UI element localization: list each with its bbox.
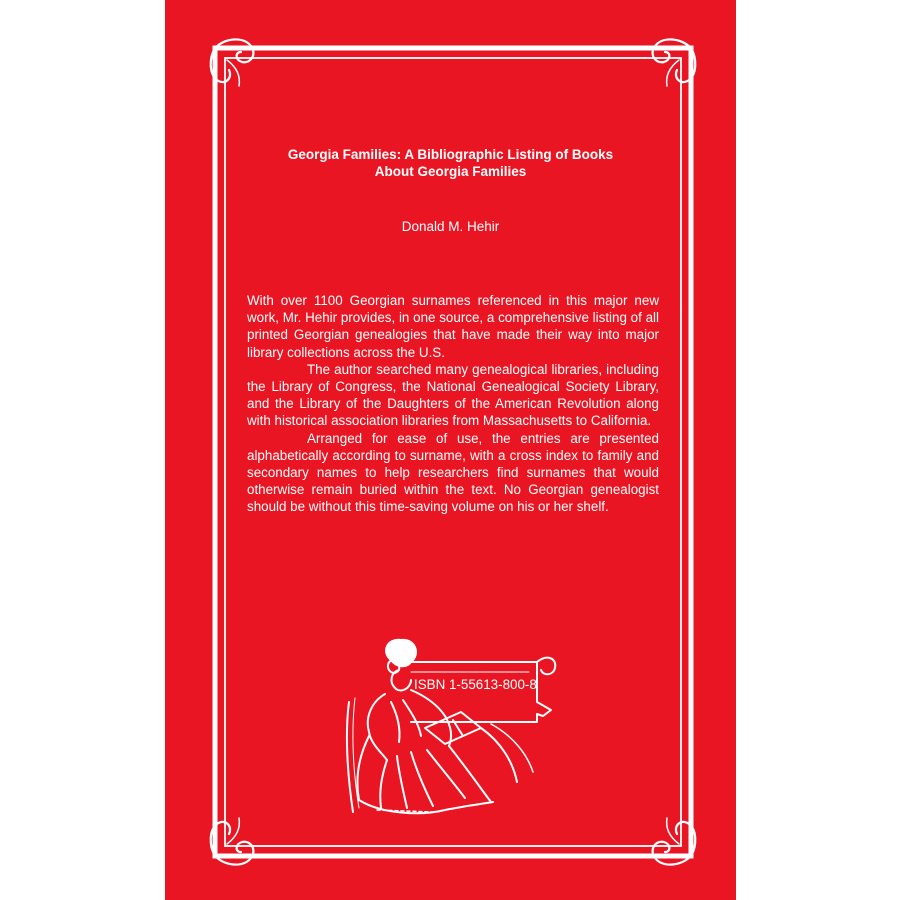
description-paragraph-1: With over 1100 Georgian surnames referenced in this major new work, Mr. Hehir provides, in one source, a comprehensive listing of all printed Georgian genealogies that have made their way into major library collections across the U.S. (247, 293, 659, 360)
author-name: Donald M. Hehir (401, 219, 500, 234)
book-title-line-1: Georgia Families: A Bibliographic Listing of Books (287, 147, 614, 162)
book-title (225, 146, 676, 180)
book-title-line-2: About Georgia Families (374, 164, 527, 179)
book-description (247, 292, 659, 516)
victorian-woman-reading-icon (341, 632, 581, 822)
description-paragraph-2: The author searched many genealogical libraries, including the Library of Congress, the National Genealogical Society Library, and the Library of the Daughters of the American Revolution along with historical association libraries from Massachusetts to California. (247, 361, 659, 429)
isbn-number: ISBN 1-55613-800-8 (414, 677, 537, 692)
book-back-cover (165, 0, 736, 900)
description-paragraph-3: Arranged for ease of use, the entries are presented alphabetically according to surname, with a cross index to family and secondary names to help researchers find surnames that would otherwise remain buried within the text. No Georgian genealogist should be without this time-saving volume on his or her shelf. (247, 430, 659, 515)
